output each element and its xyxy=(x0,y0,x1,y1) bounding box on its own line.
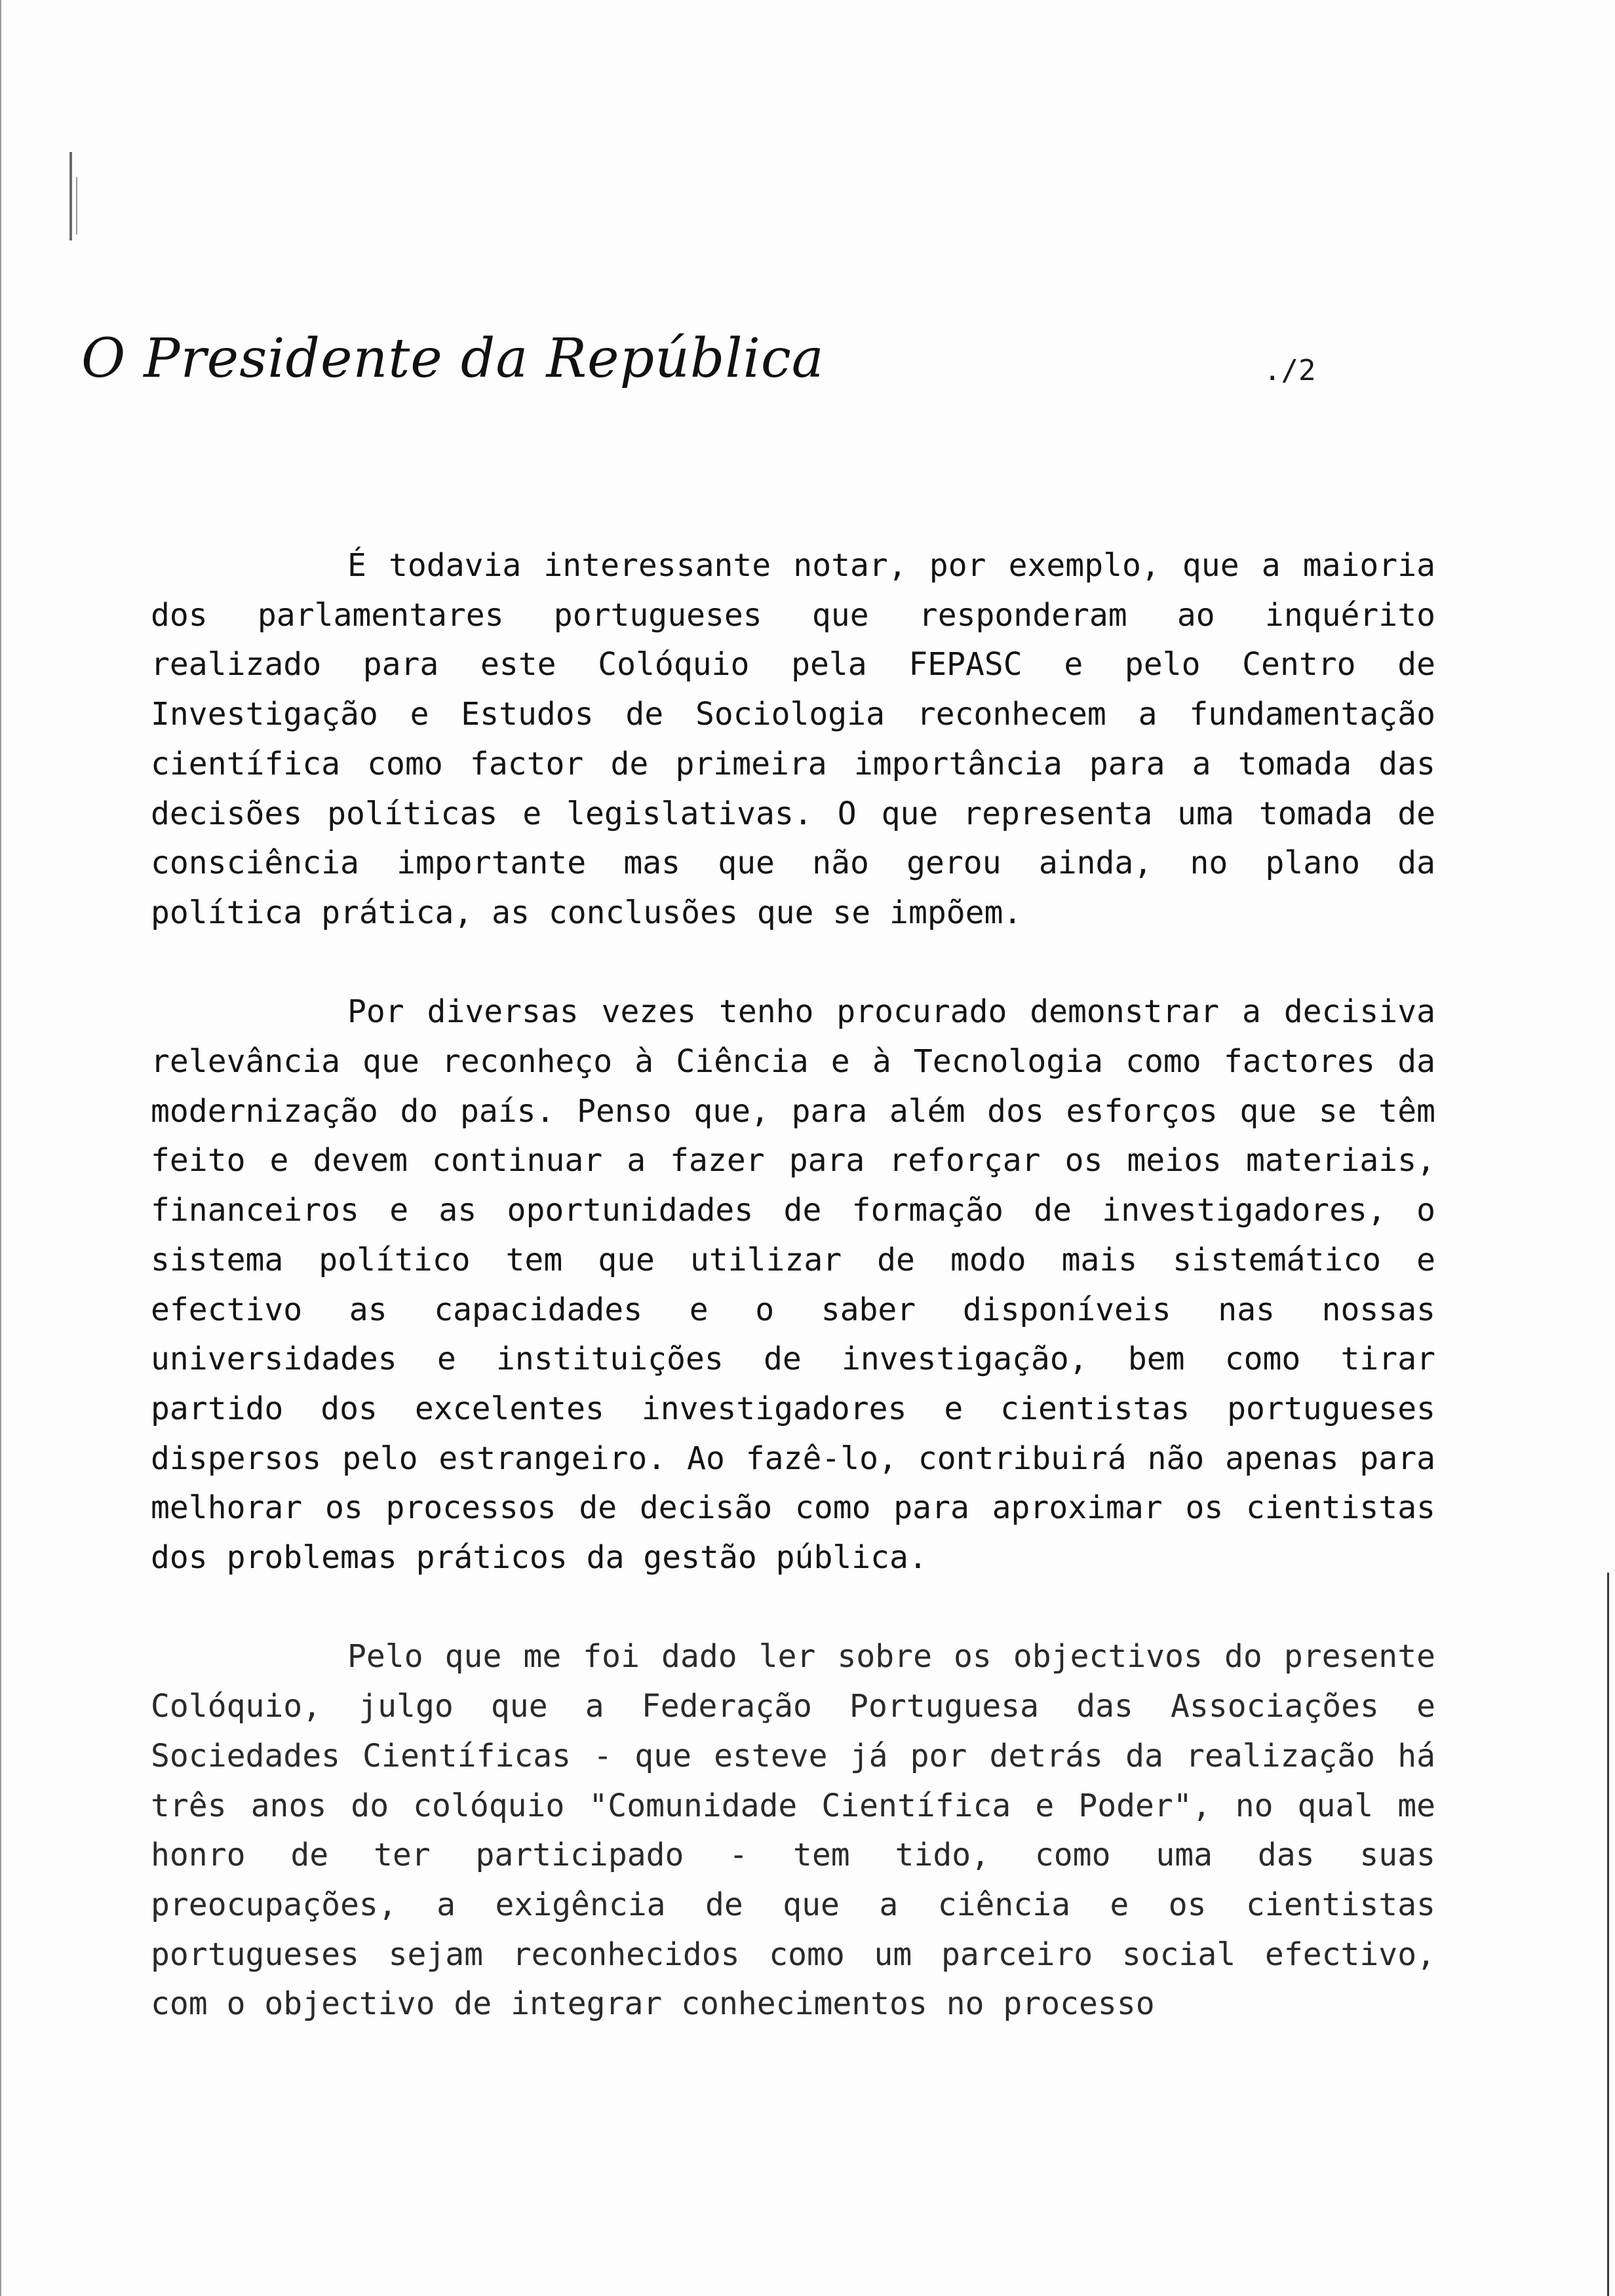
margin-mark-thin xyxy=(76,177,77,235)
page-edge-left xyxy=(0,0,1,2296)
margin-mark xyxy=(69,152,72,240)
letterhead: O Presidente da República xyxy=(81,328,825,390)
paragraph-1: É todavia interessante notar, por exemplo, que a maioria dos parlamentares portugueses que responderam ao inquérito realizado para este Colóquio pela FEPASC e pelo Centro de Investigação e Estudos de Sociologia reconhecem a fundamentação científica como factor de primeira importância para a tomada das decisões políticas e legislativas. O que representa uma tomada de consciência importante mas que não gerou ainda, no plano da política prática, as conclusões que se impõem. xyxy=(151,547,1435,931)
page-edge-right xyxy=(1607,1573,1609,2296)
paragraph-3: Pelo que me foi dado ler sobre os objectivos do presente Colóquio, julgo que a Federação Portuguesa das Associações e Sociedades Científicas - que esteve já por detrás da realização há três anos do colóquio "Comunidade Científica e Poder", no qual me honro de ter participado - tem tido, como uma das suas preocupações, a exigência de que a ciência e os cientistas portugueses sejam reconhecidos como um parceiro social efectivo, com o objectivo de integrar conhecimentos no processo xyxy=(151,1638,1435,2023)
paragraph-2: Por diversas vezes tenho procurado demonstrar a decisiva relevância que reconheço à Ciência e à Tecnologia como factores da modernização do país. Penso que, para além dos esforços que se têm feito e devem continuar a fazer para reforçar os meios materiais, financeiros e as oportunidades de formação de investigadores, o sistema político tem que utilizar de modo mais sistemático e efectivo as capacidades e o saber disponíveis nas nossas universidades e instituições de investigação, bem como tirar partido dos excelentes investigadores e cientistas portugueses dispersos pelo estrangeiro. Ao fazê-lo, contribuirá não apenas para melhorar os processos de decisão como para aproximar os cientistas dos problemas práticos da gestão pública. xyxy=(151,993,1435,1577)
letter-body xyxy=(151,541,1435,2029)
page-number: ./2 xyxy=(1264,354,1316,387)
